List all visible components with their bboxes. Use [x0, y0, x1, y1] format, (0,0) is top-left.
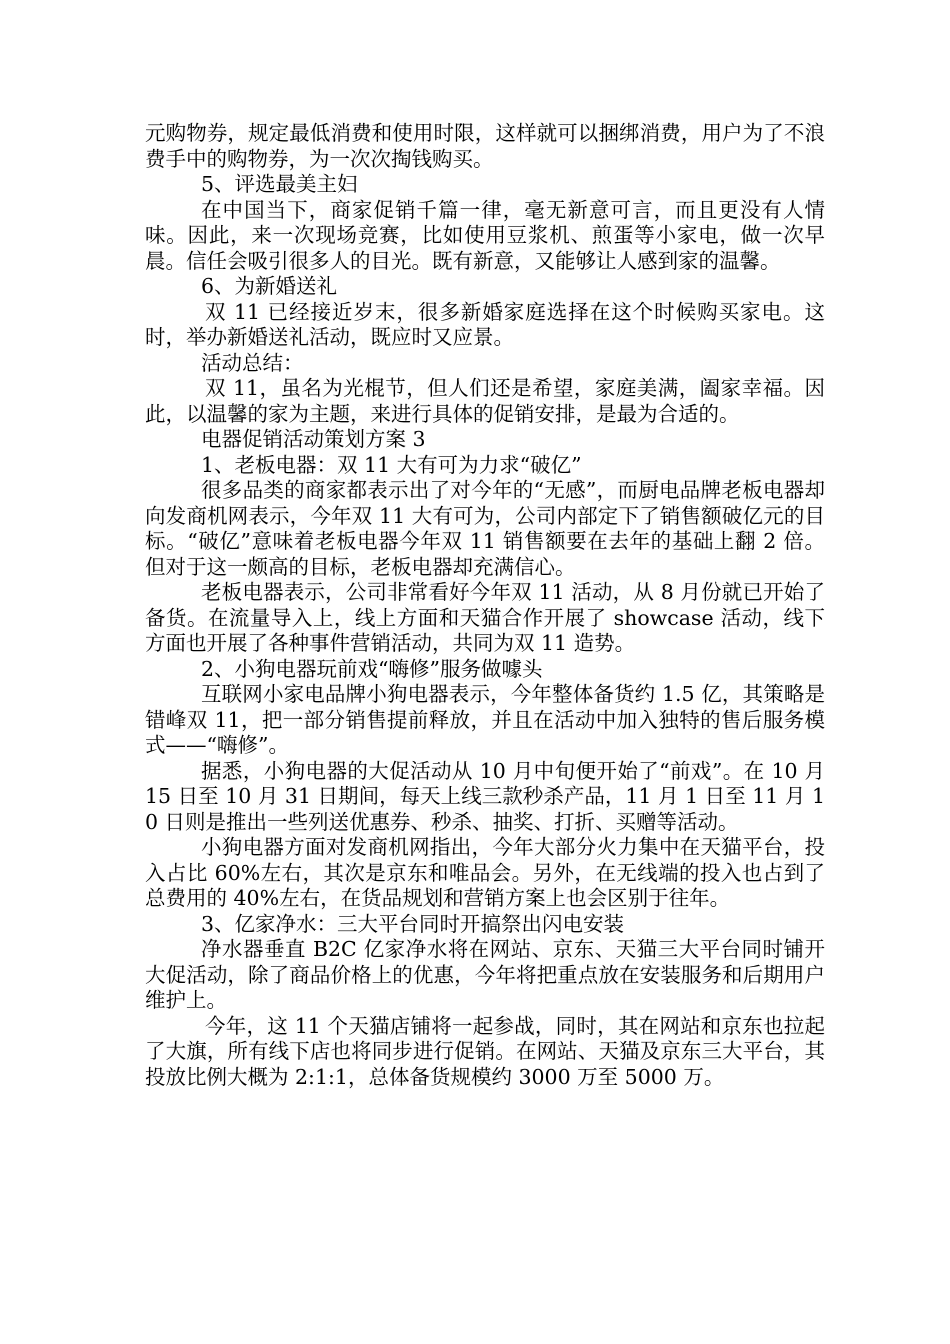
heading-wedding-gift: 6、为新婚送礼: [201, 274, 338, 298]
paragraph-wedding-gift: 双 11 已经接近岁末，很多新婚家庭选择在这个时候购买家电。这时，举办新婚送礼活动，既应时又应景。: [145, 299, 825, 349]
heading-puppy: 2、小狗电器玩前戏“嗨修”服务做噱头: [201, 656, 543, 681]
heading-robam: 1、老板电器：双 11 大有可为力求“破亿”: [201, 452, 582, 477]
paragraph-robam-prep: 老板电器表示，公司非常看好今年双 11 活动，从 8 月份就已开始了备货。在流量导入上，线上方面和天猫合作开展了 showcase 活动，线下方面也开展了各种事件营销活动，共同为双 11 造势。: [145, 580, 825, 655]
paragraph-activity-summary: 双 11，虽名为光棍节，但人们还是希望，家庭美满，阖家幸福。因此，以温馨的家为主题，来进行具体的促销安排，是最为合适的。: [145, 376, 825, 426]
heading-activity-summary: 活动总结：: [201, 350, 304, 375]
document-page: [145, 121, 825, 1090]
paragraph-robam-goal: 很多品类的商家都表示出了对今年的“无感”，而厨电品牌老板电器却向发商机网表示，今年双 11 大有可为，公司内部定下了销售额破亿元的目标。“破亿”意味着老板电器今年双 11 销售额要在去年的基础上翻 2 倍。但对于这一颇高的目标，老板电器却充满信心。: [145, 478, 825, 579]
paragraph-yijia-promo: 净水器垂直 B2C 亿家净水将在网站、京东、天猫三大平台同时铺开大促活动，除了商品价格上的优惠，今年将把重点放在安装服务和后期用户维护上。: [145, 937, 825, 1012]
paragraph-best-housewife: 在中国当下，商家促销千篇一律，毫无新意可言，而且更没有人情味。因此，来一次现场竞赛，比如使用豆浆机、煎蛋等小家电，做一次早晨。信任会吸引很多人的目光。既有新意，又能够让人感到家的温馨。: [145, 197, 825, 273]
paragraph-coupon-continuation: 元购物券，规定最低消费和使用时限，这样就可以捆绑消费，用户为了不浪费手中的购物券，为一次次掏钱购买。: [145, 121, 825, 171]
heading-best-housewife: 5、评选最美主妇: [201, 172, 358, 196]
heading-yijia: 3、亿家净水：三大平台同时开搞祭出闪电安装: [201, 911, 625, 936]
paragraph-puppy-channels: 小狗电器方面对发商机网指出，今年大部分火力集中在天猫平台，投入占比 60%左右，其次是京东和唯品会。另外，在无线端的投入也占到了总费用的 40%左右，在货品规划和营销方案上也会区别于往年。: [145, 835, 825, 910]
paragraph-puppy-strategy: 互联网小家电品牌小狗电器表示，今年整体备货约 1.5 亿，其策略是错峰双 11，把一部分销售提前释放，并且在活动中加入独特的售后服务模式——“嗨修”。: [145, 682, 825, 757]
paragraph-puppy-schedule: 据悉，小狗电器的大促活动从 10 月中旬便开始了“前戏”。在 10 月 15 日至 10 月 31 日期间，每天上线三款秒杀产品，11 月 1 日至 11 月 10 日则是推出一些列送优惠券、秒杀、抽奖、打折、买赠等活动。: [145, 758, 825, 834]
section-title-plan-3: 电器促销活动策划方案 3: [201, 427, 426, 451]
paragraph-yijia-stores: 今年，这 11 个天猫店铺将一起参战，同时，其在网站和京东也拉起了大旗，所有线下店也将同步进行促销。在网站、天猫及京东三大平台，其投放比例大概为 2:1:1，总体备货规模约 3000 万至 5000 万。: [145, 1013, 825, 1089]
